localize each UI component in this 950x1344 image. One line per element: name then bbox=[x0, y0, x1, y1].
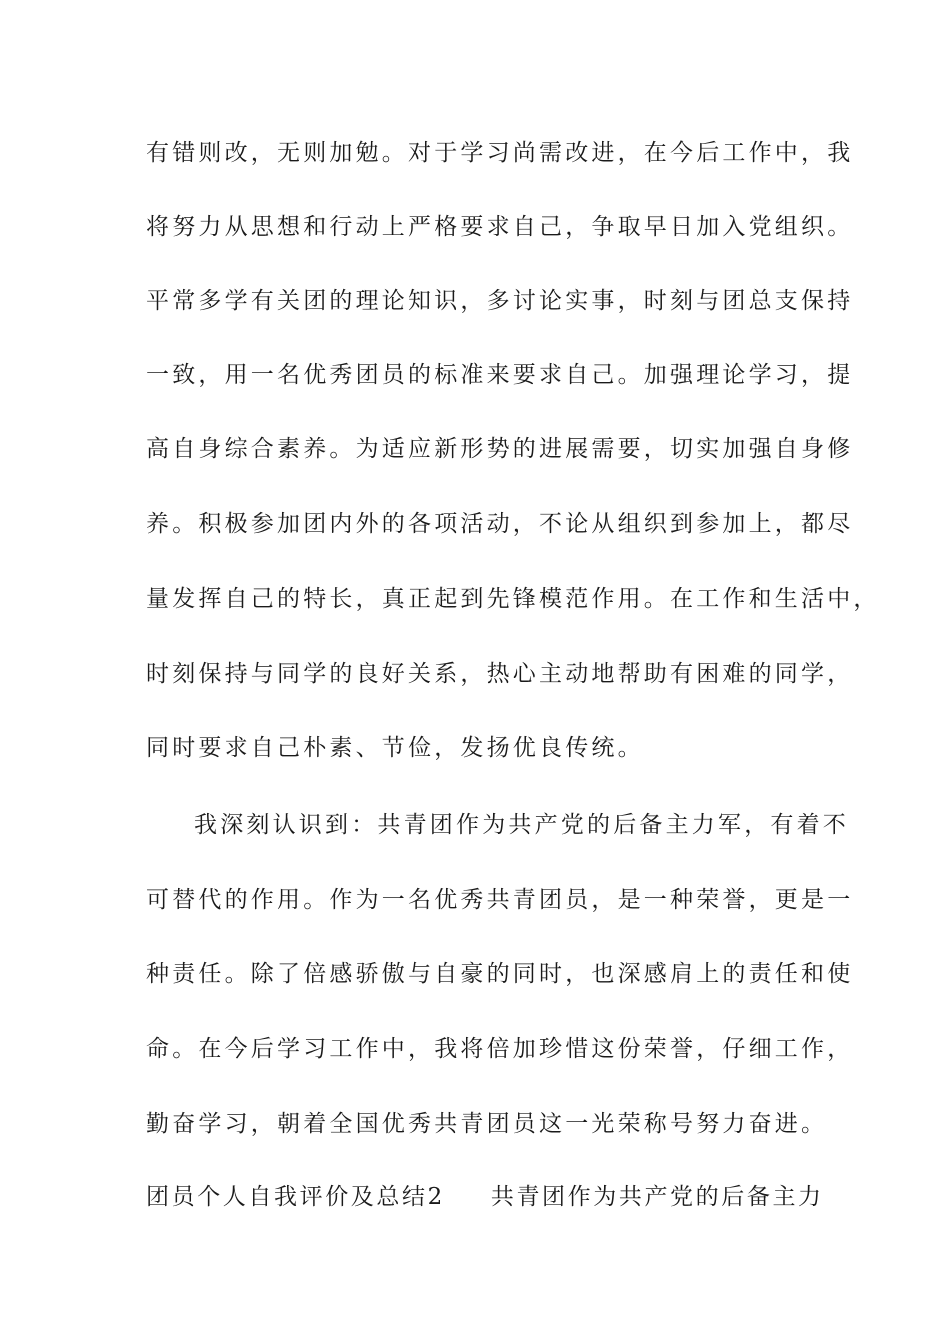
paragraph-1-line: 将努力从思想和行动上严格要求自己，争取早日加入党组织。 bbox=[146, 214, 854, 240]
paragraph-1-line: 同时要求自己朴素、节俭，发扬优良传统。 bbox=[146, 735, 644, 761]
section-heading: 团员个人自我评价及总结2 bbox=[146, 1184, 445, 1210]
paragraph-1-line: 养。积极参加团内外的各项活动，不论从组织到参加上，都尽 bbox=[146, 511, 854, 537]
paragraph-2-line: 命。在今后学习工作中，我将倍加珍惜这份荣誉，仔细工作， bbox=[146, 1036, 854, 1062]
paragraph-1-line: 平常多学有关团的理论知识，多讨论实事，时刻与团总支保持 bbox=[146, 288, 854, 314]
paragraph-2-line: 我深刻认识到：共青团作为共产党的后备主力军，有着不 bbox=[194, 812, 849, 838]
paragraph-2-line: 种责任。除了倍感骄傲与自豪的同时，也深感肩上的责任和使 bbox=[146, 961, 854, 987]
paragraph-1-line: 时刻保持与同学的良好关系，热心主动地帮助有困难的同学， bbox=[146, 661, 854, 687]
section-2-line bbox=[146, 1183, 824, 1211]
paragraph-1-line: 一致，用一名优秀团员的标准来要求自己。加强理论学习，提 bbox=[146, 362, 854, 388]
paragraph-1-line: 高自身综合素养。为适应新形势的进展需要，切实加强自身修 bbox=[146, 436, 854, 462]
paragraph-2-line: 可替代的作用。作为一名优秀共青团员，是一种荣誉，更是一 bbox=[146, 887, 854, 913]
paragraph-1-line: 量发挥自己的特长，真正起到先锋模范作用。在工作和生活中， bbox=[146, 586, 880, 612]
paragraph-2-line: 勤奋学习，朝着全国优秀共青团员这一光荣称号努力奋进。 bbox=[146, 1111, 828, 1137]
paragraph-1-line: 有错则改，无则加勉。对于学习尚需改进，在今后工作中，我 bbox=[146, 140, 854, 166]
section-text: 共青团作为共产党的后备主力 bbox=[490, 1184, 824, 1210]
